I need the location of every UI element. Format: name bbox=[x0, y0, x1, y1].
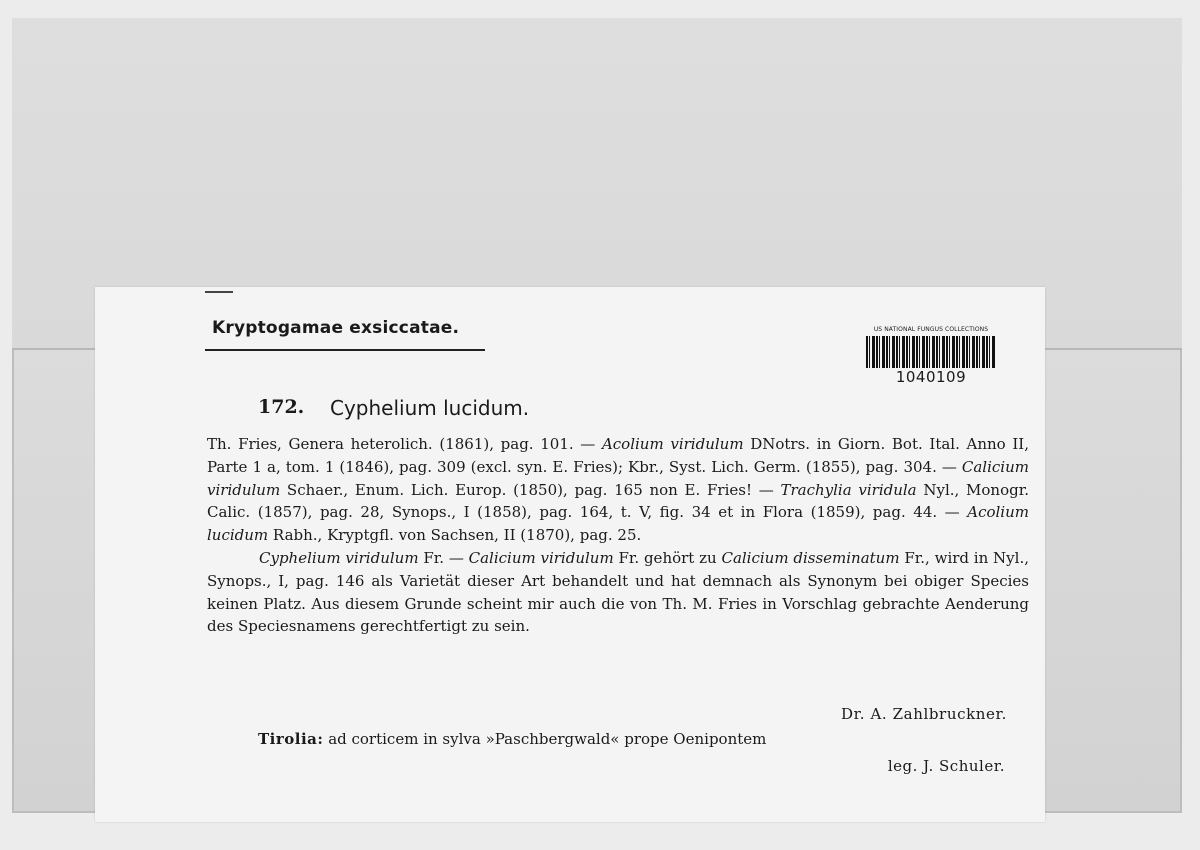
collector: leg. J. Schuler. bbox=[887, 757, 1005, 775]
text-run: DNotrs. in Giorn. Bot. Ital. Anno II, Parte 1 a, tom. 1 (1846), pag. 309 (excl. syn. E. Fries); Kbr., Syst. Lich. Germ. (1855), pag. 304. — bbox=[207, 435, 1029, 476]
taxon-name: Calicium disseminatum bbox=[721, 548, 900, 567]
taxon-name: Cyphelium viridulum bbox=[259, 548, 419, 567]
locality-region: Tirolia: bbox=[258, 730, 324, 748]
barcode-icon bbox=[866, 336, 996, 368]
synonymy-paragraph bbox=[207, 433, 1029, 547]
series-underline bbox=[205, 349, 485, 351]
taxon-name: Calicium viridulum bbox=[207, 457, 1029, 499]
text-run: Fr. — bbox=[418, 548, 469, 567]
series-title: Kryptogamae exsiccatae. bbox=[212, 318, 460, 338]
text-run: Schaer., Enum. Lich. Europ. (1850), pag. 165 non E. Fries! — bbox=[280, 480, 781, 499]
label-body bbox=[207, 433, 1029, 638]
author-signature: Dr. A. Zahlbruckner. bbox=[840, 705, 1007, 723]
barcode-caption: US NATIONAL FUNGUS COLLECTIONS bbox=[873, 326, 989, 333]
taxon-name: Acolium viridulum bbox=[601, 435, 744, 453]
remarks-paragraph bbox=[207, 547, 1029, 638]
taxon-name: Calicium viridulum bbox=[468, 548, 614, 567]
text-run: Th. Fries, Genera heterolich. (1861), pag. 101. — bbox=[207, 435, 602, 453]
locality-text: ad corticem in sylva »Paschbergwald« prope Oenipontem bbox=[323, 730, 767, 748]
text-run: Rabh., Kryptgfl. von Sachsen, II (1870), pag. 25. bbox=[268, 526, 642, 545]
top-dash bbox=[205, 291, 233, 293]
entry-number: 172. bbox=[258, 396, 305, 418]
taxon-name: Trachylia viridula bbox=[780, 480, 917, 499]
locality-line bbox=[258, 730, 766, 748]
text-run: Nyl., Monogr. Calic. (1857), pag. 28, Synops., I (1858), pag. 164, t. V, fig. 34 et in Flora (1859), pag. 44. — bbox=[207, 480, 1029, 522]
taxon-name: Acolium lucidum bbox=[207, 503, 1029, 545]
barcode-number: 1040109 bbox=[895, 368, 967, 386]
text-run: Fr. gehört zu bbox=[613, 548, 722, 567]
text-run: Fr., wird in Nyl., Synops., I, pag. 146 als Varietät dieser Art behandelt und hat demnach als Synonym bei obiger Species keinen Platz. Aus diesem Grunde scheint mir auch die von Th. M. Fries in Vorschlag gebrachte Aenderung des Speciesnamens gerechtfertigt zu sein. bbox=[207, 548, 1029, 636]
species-name: Cyphelium lucidum. bbox=[330, 396, 530, 420]
